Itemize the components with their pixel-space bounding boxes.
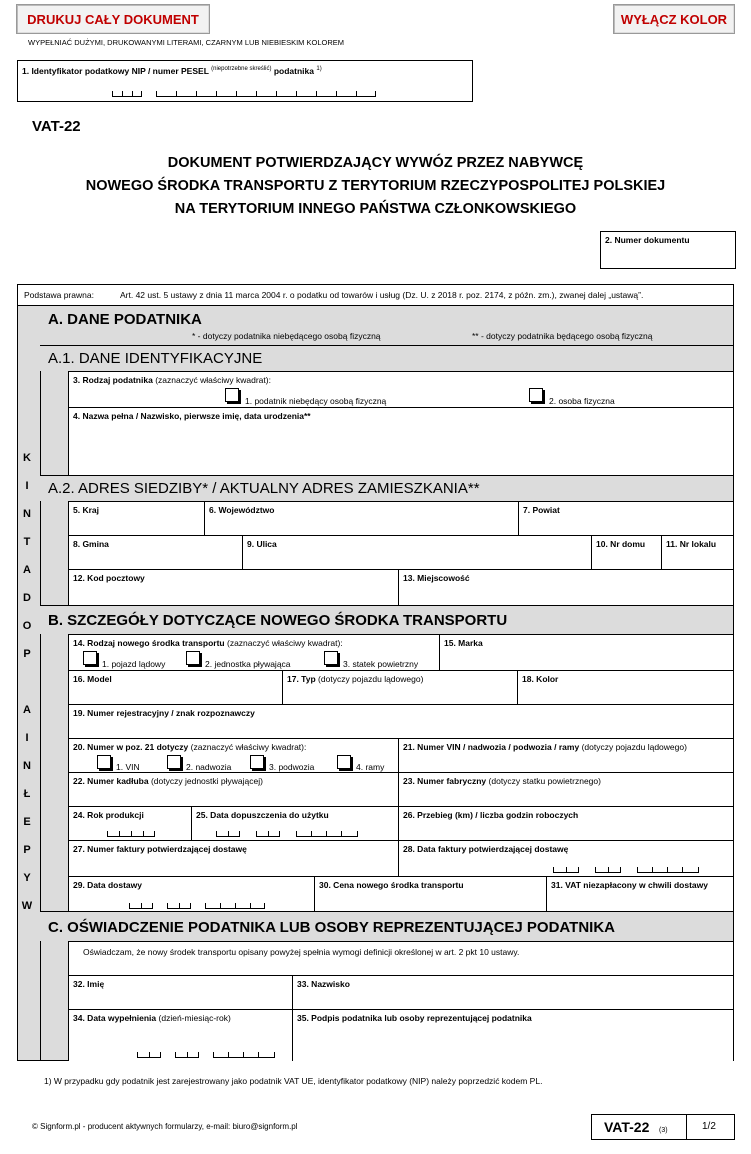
vertical-char: N xyxy=(23,508,31,520)
completion-date-hint: (dzień-miesiąc-rok) xyxy=(158,1013,231,1023)
city-field[interactable] xyxy=(398,569,733,605)
invoice-date-year-guide xyxy=(637,867,699,873)
mileage-field[interactable] xyxy=(398,806,733,840)
number-kind-body-checkbox[interactable] xyxy=(167,755,181,769)
number-kind-chassis-checkbox[interactable] xyxy=(250,755,264,769)
vertical-char: A xyxy=(23,704,31,716)
taxpayer-id-note: (niepotrzebne skreślić) xyxy=(211,66,272,73)
number-kind-hint: (zaznaczyć właściwy kwadrat): xyxy=(190,742,307,752)
section-a-header xyxy=(40,305,733,345)
house-number-field[interactable] xyxy=(591,535,661,569)
mileage-label: 26. Przebieg (km) / liczba godzin roboczych xyxy=(403,810,579,820)
taxpayer-type-nonperson-checkbox[interactable] xyxy=(225,388,239,402)
first-name-field[interactable] xyxy=(68,975,292,1009)
legal-basis xyxy=(18,285,733,305)
full-name-label: 4. Nazwa pełna / Nazwisko, pierwsze imię, data urodzenia** xyxy=(73,411,311,421)
footer-code-box xyxy=(591,1114,735,1140)
number-kind-frame-label: 4. ramy xyxy=(356,762,385,772)
number-kind-vin-label: 1. VIN xyxy=(116,762,140,772)
municipality-label: 8. Gmina xyxy=(73,539,109,549)
section-b-title: B. SZCZEGÓŁY DOTYCZĄCE NOWEGO ŚRODKA TRANSPORTU xyxy=(48,612,508,629)
apartment-number-field[interactable] xyxy=(661,535,733,569)
invoice-date-day-guide xyxy=(553,867,579,873)
title-line-3: NA TERYTORIUM INNEGO PAŃSTWA CZŁONKOWSKIEGO xyxy=(174,201,577,217)
vertical-char: E xyxy=(23,816,31,828)
type-hint: (dotyczy pojazdu lądowego) xyxy=(318,674,424,684)
country-label: 5. Kraj xyxy=(73,505,99,515)
pesel-digit-guide xyxy=(156,91,376,97)
price-label: 30. Cena nowego środka transportu xyxy=(319,880,464,890)
hull-number-field[interactable] xyxy=(68,772,398,806)
vehicle-type-water-label: 2. jednostka pływająca xyxy=(205,659,291,669)
last-name-label: 33. Nazwisko xyxy=(297,979,350,989)
vertical-char: Y xyxy=(23,872,31,884)
section-a-title: A. DANE PODATNIKA xyxy=(48,311,202,328)
taxpayer-type-label: 3. Rodzaj podatnika xyxy=(73,375,153,385)
section-a1-header xyxy=(40,345,733,371)
country-field[interactable] xyxy=(68,501,204,535)
print-document-button[interactable]: DRUKUJ CAŁY DOKUMENT xyxy=(16,4,210,34)
footnote: 1) W przypadku gdy podatnik jest zarejestrowany jako podatnik VAT UE, identyfikator podatkowy (NIP) należy poprzedzić kodem PL. xyxy=(44,1076,543,1086)
completion-date-day-guide xyxy=(137,1052,161,1058)
color-label: 18. Kolor xyxy=(522,674,559,684)
section-c-title: C. OŚWIADCZENIE PODATNIKA LUB OSOBY REPREZENTUJĄCEJ PODATNIKA xyxy=(48,919,615,936)
vertical-char: P xyxy=(23,844,31,856)
vehicle-type-land-checkbox[interactable] xyxy=(83,651,97,665)
voivodeship-field[interactable] xyxy=(204,501,518,535)
section-a2-title: A.2. ADRES SIEDZIBY* / AKTUALNY ADRES ZAMIESZKANIA** xyxy=(48,480,480,497)
first-name-label: 32. Imię xyxy=(73,979,105,989)
taxpayer-id-footnote-ref: 1) xyxy=(316,66,322,73)
production-year-digit-guide xyxy=(107,831,155,837)
city-label: 13. Miejscowość xyxy=(403,573,470,583)
type-label: 17. Typ xyxy=(287,674,316,684)
fill-instruction: WYPEŁNIAĆ DUŻYMI, DRUKOWANYMI LITERAMI, CZARNYM LUB NIEBIESKIM KOLOREM xyxy=(28,38,345,47)
section-a2-header xyxy=(40,475,733,501)
registration-number-label: 19. Numer rejestracyjny / znak rozpoznawczy xyxy=(73,708,255,718)
price-field[interactable] xyxy=(314,876,546,911)
apartment-number-label: 11. Nr lokalu xyxy=(666,539,717,549)
approval-date-year-guide xyxy=(296,831,358,837)
registration-number-field[interactable] xyxy=(68,704,733,738)
signature-field[interactable] xyxy=(292,1009,733,1061)
delivery-date-year-guide xyxy=(205,903,265,909)
signature-label: 35. Podpis podatnika lub osoby reprezentującej podatnika xyxy=(297,1013,532,1023)
nip-digit-guide xyxy=(112,91,142,97)
vehicle-type-air-checkbox[interactable] xyxy=(324,651,338,665)
taxpayer-id-label: 1. Identyfikator podatkowy NIP / numer PESEL xyxy=(22,66,209,76)
brand-label: 15. Marka xyxy=(444,638,483,648)
number-kind-label: 20. Numer w poz. 21 dotyczy xyxy=(73,742,189,752)
factory-number-label: 23. Numer fabryczny xyxy=(403,776,487,786)
form-code: VAT-22 xyxy=(32,118,81,135)
vehicle-type-hint: (zaznaczyć właściwy kwadrat): xyxy=(226,638,343,648)
taxpayer-type-person-label: 2. osoba fizyczna xyxy=(549,396,615,406)
last-name-field[interactable] xyxy=(292,975,733,1009)
vertical-char: T xyxy=(23,536,31,548)
house-number-label: 10. Nr domu xyxy=(596,539,646,549)
vertical-char: A xyxy=(23,564,31,576)
delivery-date-day-guide xyxy=(129,903,153,909)
vin-label: 21. Numer VIN / nadwozia / podwozia / ramy xyxy=(403,742,580,752)
factory-number-hint: (dotyczy statku powietrznego) xyxy=(488,776,601,786)
section-c-header xyxy=(40,911,733,941)
unpaid-vat-label: 31. VAT niezapłacony w chwili dostawy xyxy=(551,880,708,890)
vehicle-type-field xyxy=(68,634,439,670)
street-field[interactable] xyxy=(242,535,591,569)
postal-code-field[interactable] xyxy=(68,569,398,605)
district-field[interactable] xyxy=(518,501,733,535)
completion-date-year-guide xyxy=(213,1052,275,1058)
number-kind-body-label: 2. nadwozia xyxy=(186,762,232,772)
document-number-label: 2. Numer dokumentu xyxy=(605,235,690,245)
delivery-date-field[interactable] xyxy=(68,876,314,911)
title-line-2: NOWEGO ŚRODKA TRANSPORTU Z TERYTORIUM RZECZYPOSPOLITEJ POLSKIEJ xyxy=(85,178,666,194)
vertical-char: I xyxy=(25,732,29,744)
invoice-date-field[interactable] xyxy=(398,840,733,876)
taxpayer-type-field xyxy=(68,371,733,407)
voivodeship-label: 6. Województwo xyxy=(209,505,275,515)
vertical-char: I xyxy=(25,480,29,492)
legal-basis-text: Art. 42 ust. 5 ustawy z dnia 11 marca 2004 r. o podatku od towarów i usług (Dz. U. z 2018 r. poz. 2174, z późn. zm.), zwanej dalej „ustawą”. xyxy=(120,290,644,300)
vertical-char: D xyxy=(23,592,31,604)
approval-date-field[interactable] xyxy=(191,806,398,840)
vehicle-type-label: 14. Rodzaj nowego środka transportu xyxy=(73,638,225,648)
completion-date-field[interactable] xyxy=(68,1009,292,1061)
footer-form-code: VAT-22 xyxy=(604,1119,650,1135)
vehicle-type-water-checkbox[interactable] xyxy=(186,651,200,665)
vin-hint: (dotyczy pojazdu lądowego) xyxy=(581,742,687,752)
brand-field[interactable] xyxy=(439,634,733,670)
vertical-char: Ł xyxy=(23,788,31,800)
title-line-1: DOKUMENT POTWIERDZAJĄCY WYWÓZ PRZEZ NABYWCĘ xyxy=(167,155,584,171)
color-field[interactable] xyxy=(517,670,733,704)
municipality-field[interactable] xyxy=(68,535,242,569)
taxpayer-id-suffix: podatnika xyxy=(273,66,314,76)
vertical-char: P xyxy=(23,648,31,660)
legal-basis-label: Podstawa prawna: xyxy=(24,290,94,300)
number-kind-field xyxy=(68,738,398,772)
section-a1-title: A.1. DANE IDENTYFIKACYJNE xyxy=(48,350,263,367)
model-label: 16. Model xyxy=(73,674,112,684)
number-kind-frame-checkbox[interactable] xyxy=(337,755,351,769)
taxpayer-id-field[interactable] xyxy=(17,60,473,102)
vertical-char: N xyxy=(23,760,31,772)
document-number-field[interactable] xyxy=(600,231,736,269)
vehicle-type-air-label: 3. statek powietrzny xyxy=(343,659,419,669)
taxpayer-type-person-checkbox[interactable] xyxy=(529,388,543,402)
invoice-date-month-guide xyxy=(595,867,621,873)
statement-text: Oświadczam, że nowy środek transportu opisany powyżej spełnia wymogi definicji określonej w art. 2 pkt 10 ustawy. xyxy=(83,947,520,957)
section-b-header xyxy=(40,605,733,634)
approval-date-day-guide xyxy=(216,831,240,837)
type-field[interactable] xyxy=(282,670,517,704)
model-field[interactable] xyxy=(68,670,282,704)
approval-date-month-guide xyxy=(256,831,280,837)
approval-date-label: 25. Data dopuszczenia do użytku xyxy=(196,810,329,820)
taxpayer-type-nonperson-label: 1. podatnik niebędący osobą fizyczną xyxy=(245,396,387,406)
completion-date-label: 34. Data wypełnienia xyxy=(73,1013,157,1023)
vertical-char: O xyxy=(22,620,32,632)
footer-form-version: (3) xyxy=(659,1127,668,1134)
street-label: 9. Ulica xyxy=(247,539,277,549)
completion-date-month-guide xyxy=(175,1052,199,1058)
invoice-number-label: 27. Numer faktury potwierdzającej dostawę xyxy=(73,844,247,854)
vertical-char: W xyxy=(21,900,33,912)
taxpayer-type-hint: (zaznaczyć właściwy kwadrat): xyxy=(155,375,271,385)
production-year-label: 24. Rok produkcji xyxy=(73,810,144,820)
vehicle-type-land-label: 1. pojazd lądowy xyxy=(102,659,166,669)
production-year-field[interactable] xyxy=(68,806,191,840)
delivery-date-label: 29. Data dostawy xyxy=(73,880,142,890)
number-kind-chassis-label: 3. podwozia xyxy=(269,762,315,772)
full-name-field[interactable] xyxy=(68,407,733,475)
toggle-color-button[interactable]: WYŁĄCZ KOLOR xyxy=(613,4,735,34)
section-a-note-1: * - dotyczy podatnika niebędącego osobą fizyczną xyxy=(192,331,381,341)
statement-box xyxy=(68,941,733,975)
invoice-date-label: 28. Data faktury potwierdzającej dostawę xyxy=(403,844,569,854)
factory-number-field[interactable] xyxy=(398,772,733,806)
number-kind-vin-checkbox[interactable] xyxy=(97,755,111,769)
vin-field[interactable] xyxy=(398,738,733,772)
document-title xyxy=(0,152,751,221)
invoice-number-field[interactable] xyxy=(68,840,398,876)
footer-credit: © Signform.pl - producent aktywnych formularzy, e-mail: biuro@signform.pl xyxy=(32,1122,298,1131)
hull-number-label: 22. Numer kadłuba xyxy=(73,776,149,786)
vertical-char: K xyxy=(23,452,31,464)
page-number: 1/2 xyxy=(702,1121,716,1132)
district-label: 7. Powiat xyxy=(523,505,560,515)
section-a-note-2: ** - dotyczy podatnika będącego osobą fizyczną xyxy=(472,331,653,341)
hull-number-hint: (dotyczy jednostki pływającej) xyxy=(150,776,263,786)
delivery-date-month-guide xyxy=(167,903,191,909)
postal-code-label: 12. Kod pocztowy xyxy=(73,573,145,583)
unpaid-vat-field[interactable] xyxy=(546,876,733,911)
